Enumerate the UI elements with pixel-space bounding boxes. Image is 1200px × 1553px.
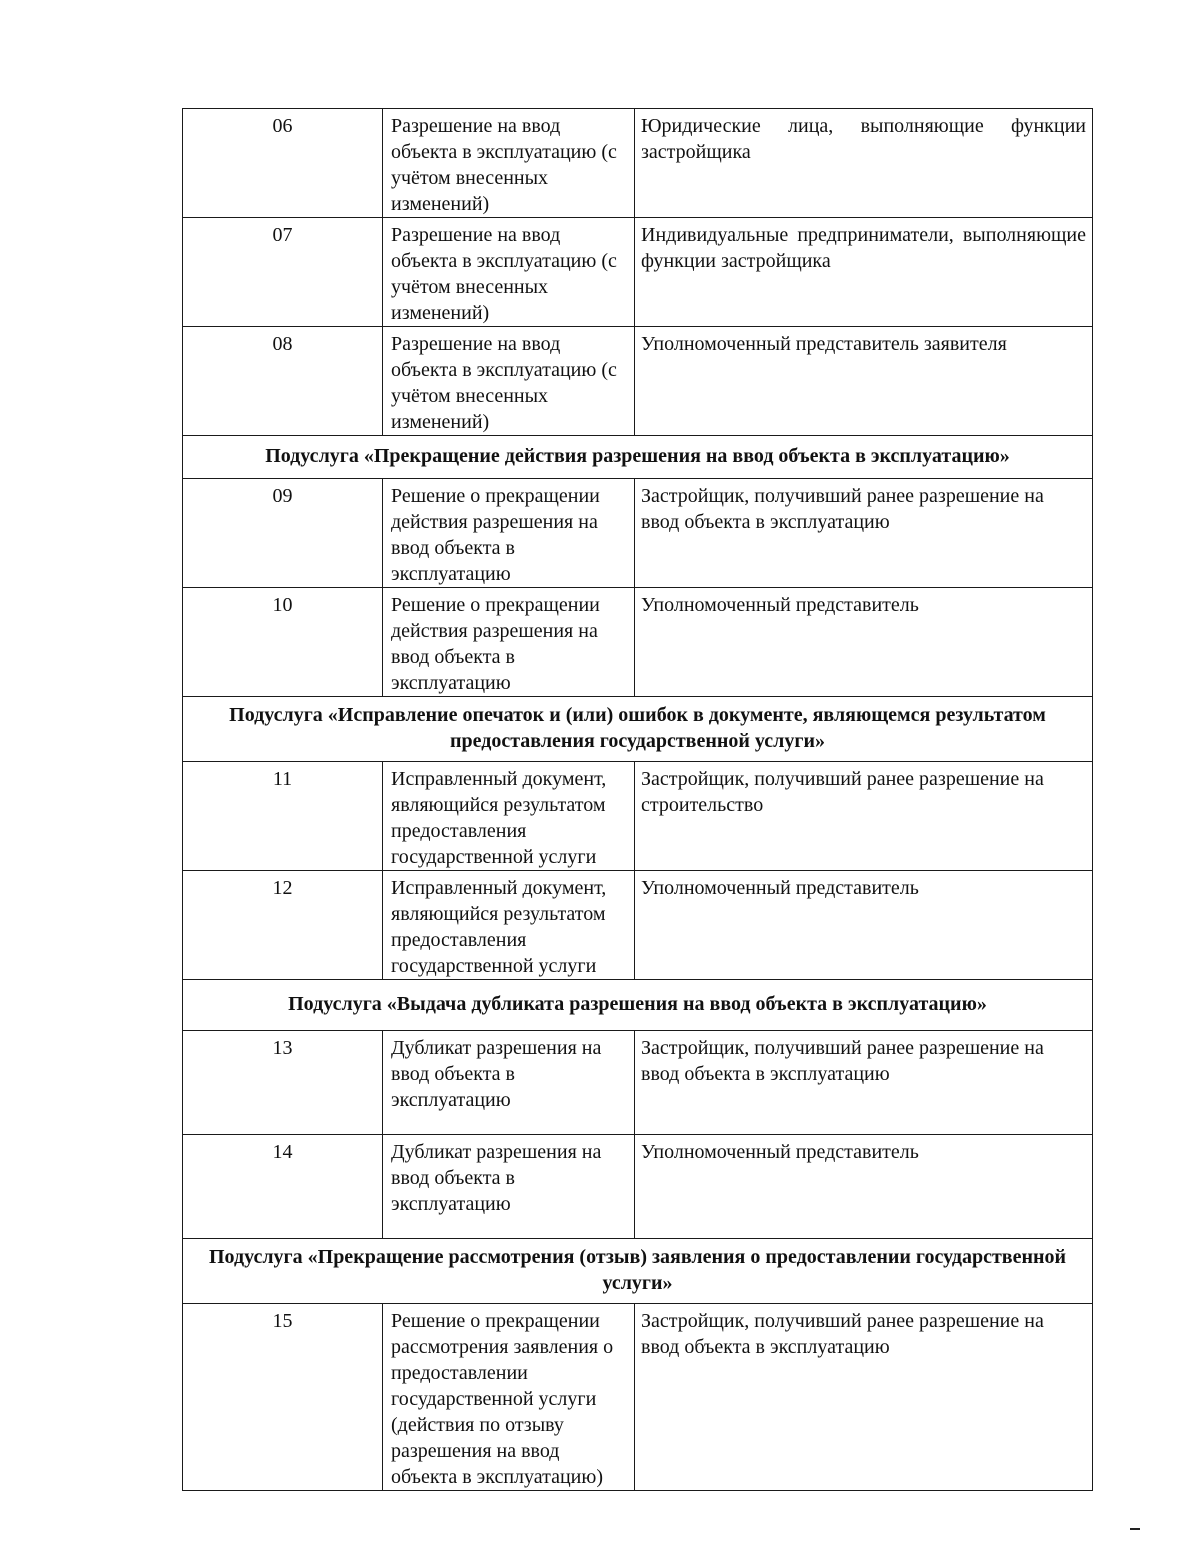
row-applicant: Застройщик, получивший ранее разрешение на ввод объекта в эксплуатацию [635, 1304, 1093, 1491]
row-result: Дубликат разрешения на ввод объекта в эксплуатацию [383, 1031, 635, 1135]
subservice-header-row [183, 697, 1093, 762]
row-result: Исправленный документ, являющийся результатом предоставления государственной услуги [383, 762, 635, 871]
row-applicant: Застройщик, получивший ранее разрешение на строительство [635, 762, 1093, 871]
table-row [183, 588, 1093, 697]
subservice-header-row [183, 980, 1093, 1031]
row-result: Разрешение на ввод объекта в эксплуатацию (с учётом внесенных изменений) [383, 327, 635, 436]
subservice-header-row [183, 1239, 1093, 1304]
row-applicant: Уполномоченный представитель [635, 1135, 1093, 1239]
row-result: Решение о прекращении действия разрешения на ввод объекта в эксплуатацию [383, 479, 635, 588]
row-result: Исправленный документ, являющийся результатом предоставления государственной услуги [383, 871, 635, 980]
subservice-header: Подуслуга «Прекращение действия разрешения на ввод объекта в эксплуатацию» [183, 436, 1093, 479]
row-code: 15 [183, 1304, 383, 1491]
table-row [183, 218, 1093, 327]
row-code: 11 [183, 762, 383, 871]
row-applicant: Юридические лица, выполняющие функции застройщика [635, 109, 1093, 218]
table-row [183, 762, 1093, 871]
subservice-header: Подуслуга «Прекращение рассмотрения (отзыв) заявления о предоставлении государственной услуги» [183, 1239, 1093, 1304]
row-applicant: Уполномоченный представитель заявителя [635, 327, 1093, 436]
row-applicant: Индивидуальные предприниматели, выполняющие функции застройщика [635, 218, 1093, 327]
row-code: 12 [183, 871, 383, 980]
table-row [183, 1031, 1093, 1135]
services-table [182, 108, 1093, 1491]
row-code: 06 [183, 109, 383, 218]
row-result: Разрешение на ввод объекта в эксплуатацию (с учётом внесенных изменений) [383, 109, 635, 218]
row-applicant: Застройщик, получивший ранее разрешение на ввод объекта в эксплуатацию [635, 1031, 1093, 1135]
subservice-header: Подуслуга «Выдача дубликата разрешения на ввод объекта в эксплуатацию» [183, 980, 1093, 1031]
row-code: 09 [183, 479, 383, 588]
row-result: Решение о прекращении действия разрешения на ввод объекта в эксплуатацию [383, 588, 635, 697]
table-row [183, 479, 1093, 588]
subservice-header: Подуслуга «Исправление опечаток и (или) ошибок в документе, являющемся результатом предоставления государственной услуги» [183, 697, 1093, 762]
row-code: 14 [183, 1135, 383, 1239]
row-result: Дубликат разрешения на ввод объекта в эксплуатацию [383, 1135, 635, 1239]
row-code: 13 [183, 1031, 383, 1135]
table-row [183, 109, 1093, 218]
table-row [183, 1304, 1093, 1491]
row-code: 08 [183, 327, 383, 436]
row-code: 07 [183, 218, 383, 327]
row-applicant: Уполномоченный представитель [635, 871, 1093, 980]
table-row [183, 1135, 1093, 1239]
page-mark [1130, 1528, 1140, 1530]
row-code: 10 [183, 588, 383, 697]
table-row [183, 871, 1093, 980]
table-row [183, 327, 1093, 436]
subservice-header-row [183, 436, 1093, 479]
row-applicant: Уполномоченный представитель [635, 588, 1093, 697]
row-applicant: Застройщик, получивший ранее разрешение на ввод объекта в эксплуатацию [635, 479, 1093, 588]
row-result: Решение о прекращении рассмотрения заявления о предоставлении государственной услуги (действия по отзыву разрешения на ввод объекта в эксплуатацию) [383, 1304, 635, 1491]
row-result: Разрешение на ввод объекта в эксплуатацию (с учётом внесенных изменений) [383, 218, 635, 327]
